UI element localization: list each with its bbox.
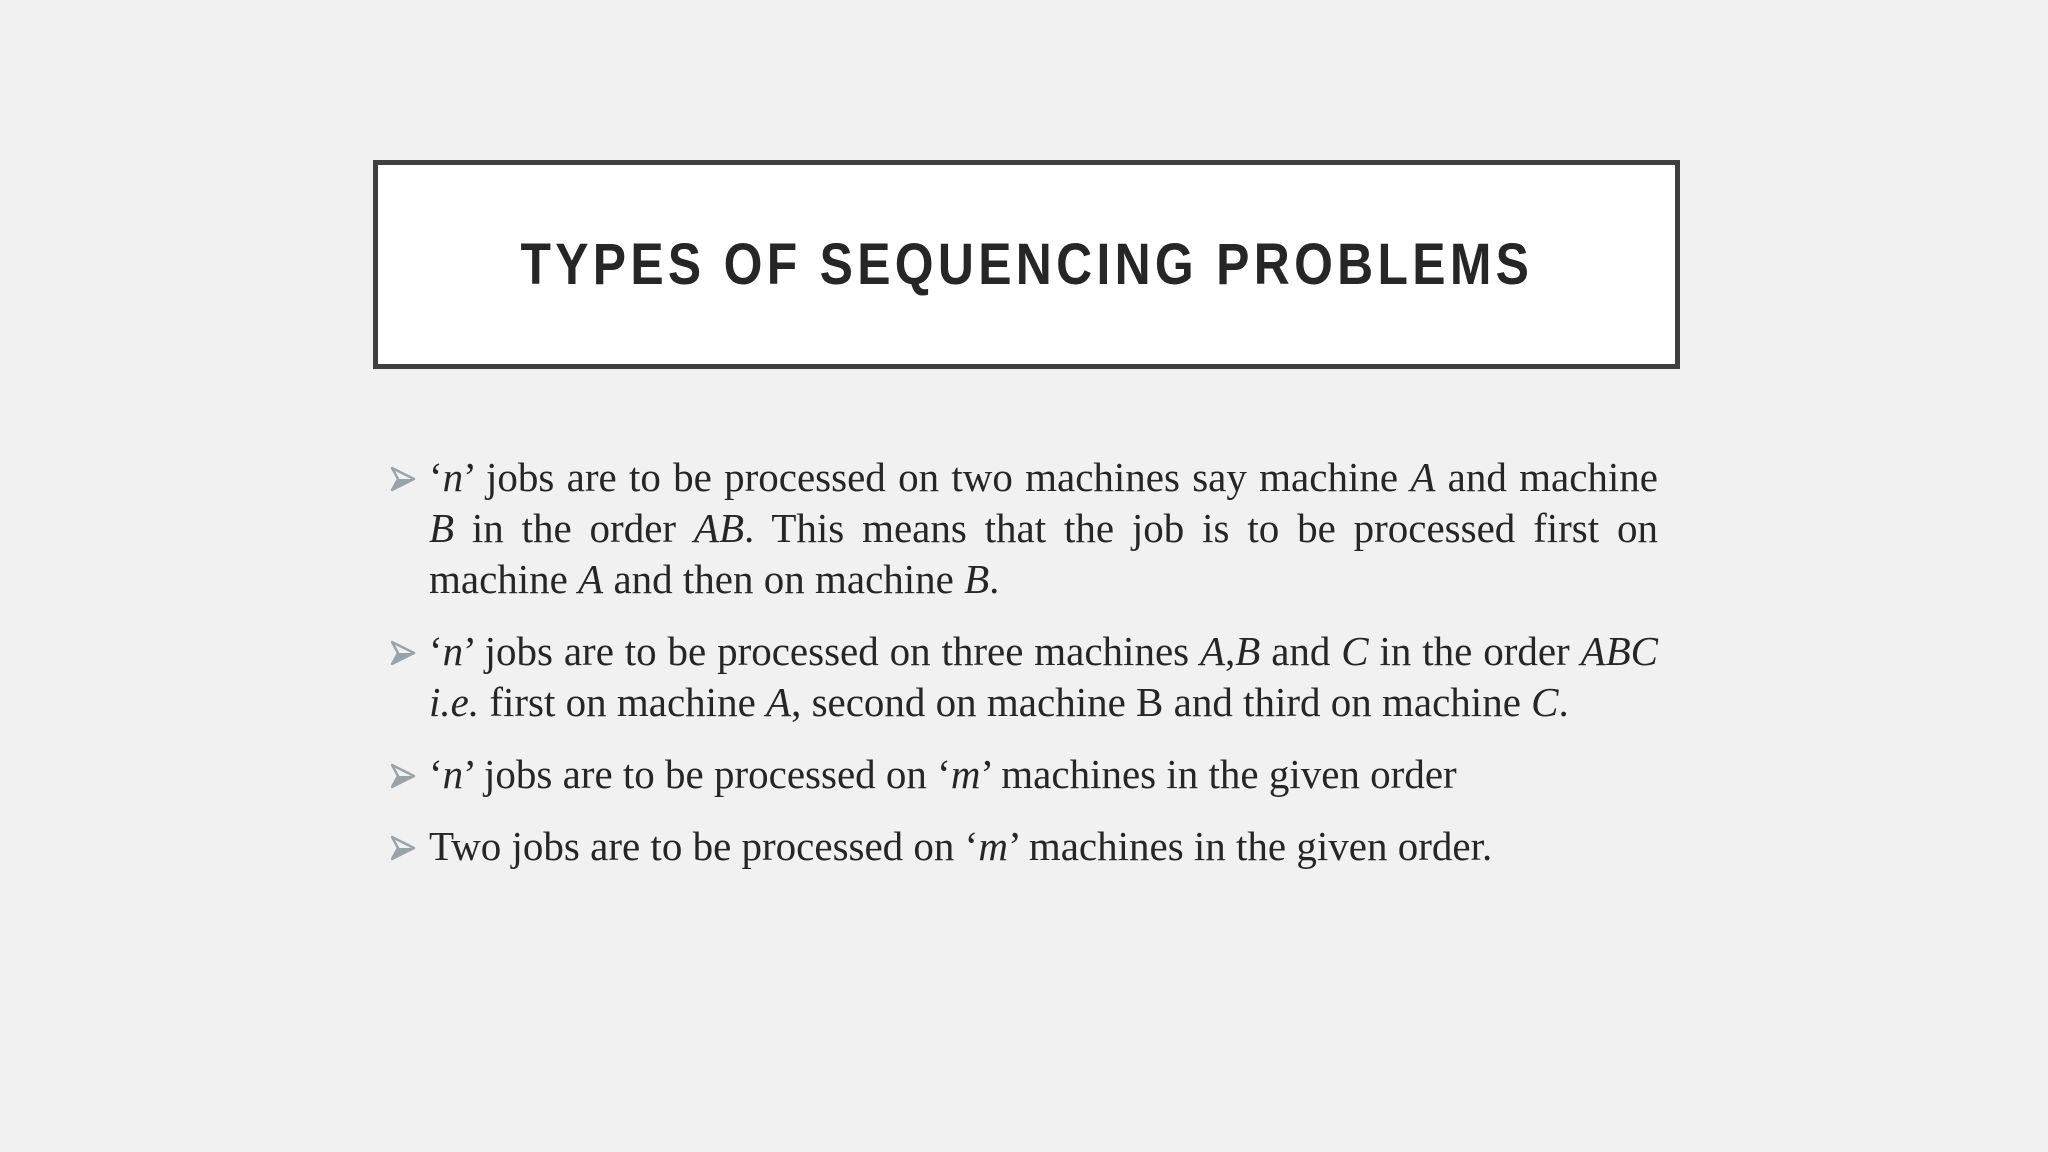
text-run: ’ machines in the given order. [1007, 823, 1493, 869]
title-box [373, 160, 1680, 369]
arrowhead-bullet-icon [390, 763, 416, 789]
italic-term: n [442, 454, 464, 500]
bullet-text [429, 751, 1457, 797]
text-run: ’ jobs are to be processed on two machines say machine [463, 454, 1411, 500]
bullet-item [390, 821, 1658, 872]
italic-term: n [442, 751, 464, 797]
bullet-text [429, 454, 1658, 602]
text-run: and machine [1435, 454, 1658, 500]
italic-term: B [429, 505, 455, 551]
arrowhead-bullet-icon [390, 835, 416, 861]
text-run: , second on machine B and third on machine [791, 679, 1532, 725]
italic-term: B [964, 556, 990, 602]
slide-title: TYPES OF SEQUENCING PROBLEMS [520, 232, 1533, 297]
italic-term: A [1199, 628, 1226, 674]
text-run: and [1260, 628, 1342, 674]
text-run: ‘ [429, 454, 443, 500]
text-run: . [1558, 679, 1569, 725]
text-run: . [989, 556, 1000, 602]
italic-term: C [1531, 679, 1559, 725]
text-run: , [1225, 628, 1236, 674]
italic-term: m [978, 823, 1008, 869]
text-run: in the order [1368, 628, 1581, 674]
bullet-list [390, 452, 1658, 893]
text-run: first on machine [479, 679, 767, 725]
italic-term: B [1235, 628, 1261, 674]
arrowhead-bullet-icon [390, 640, 416, 666]
italic-term: A [578, 556, 604, 602]
bullet-item [390, 626, 1658, 728]
bullet-text [429, 628, 1658, 725]
text-run: Two jobs are to be processed on ‘ [429, 823, 979, 869]
arrowhead-bullet-icon [390, 466, 416, 492]
bullet-item [390, 749, 1658, 800]
text-run: ‘ [429, 628, 443, 674]
italic-term: A [766, 679, 792, 725]
text-run: ‘ [429, 751, 443, 797]
italic-term: m [950, 751, 981, 797]
italic-term: AB [693, 505, 744, 551]
bullet-item [390, 452, 1658, 605]
italic-term: n [442, 628, 464, 674]
italic-term: C [1341, 628, 1369, 674]
text-run: in the order [454, 505, 694, 551]
italic-term: A [1410, 454, 1436, 500]
text-run: ’ machines in the given order [980, 751, 1457, 797]
italic-term: ABC i.e. [429, 628, 1659, 725]
text-run: and then on machine [603, 556, 965, 602]
bullet-text [429, 823, 1492, 869]
text-run: . This means that the job is to be processed first on machine [429, 505, 1658, 602]
text-run: ’ jobs are to be processed on ‘ [463, 751, 951, 797]
text-run: ’ jobs are to be processed on three machines [463, 628, 1200, 674]
